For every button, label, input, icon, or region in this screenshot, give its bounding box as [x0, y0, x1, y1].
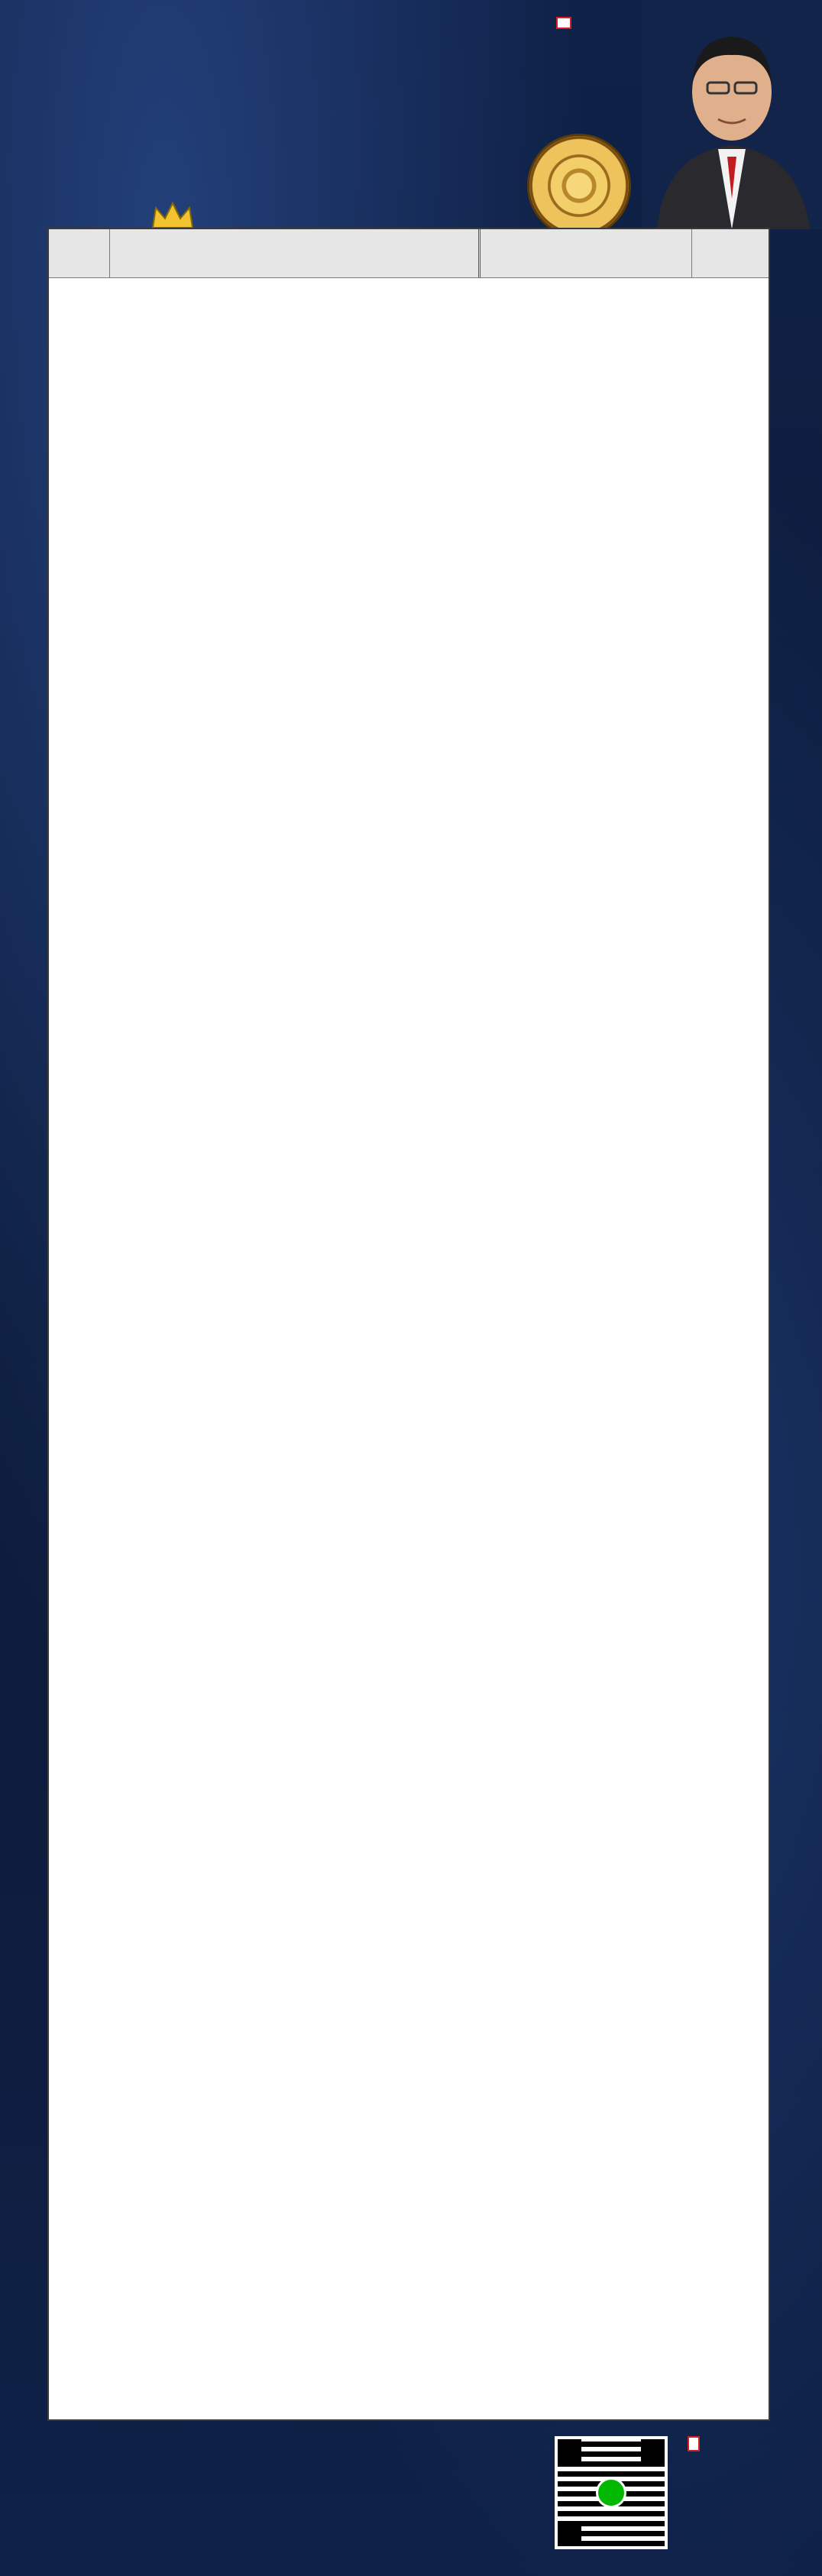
- footer: [0, 2421, 822, 2576]
- name-seal: [556, 17, 616, 147]
- header-normal-cell: [692, 229, 769, 277]
- crown-icon: [150, 200, 196, 231]
- line-logo-icon: [596, 2477, 626, 2508]
- qr-pattern: [558, 2439, 665, 2546]
- portrait-image: [642, 0, 822, 229]
- header-main-cell: [110, 229, 481, 277]
- line-qr-code[interactable]: [555, 2436, 668, 2549]
- header-banner: [0, 0, 822, 229]
- compass-image: [527, 134, 631, 238]
- header-other-cell: [481, 229, 692, 277]
- footer-seal-name: [688, 2436, 700, 2451]
- footer-name-seal: [688, 2436, 700, 2454]
- comparison-table: [47, 228, 770, 2421]
- seal-name: [556, 17, 571, 29]
- table-header-row: [49, 229, 769, 278]
- header-label-cell: [49, 229, 110, 277]
